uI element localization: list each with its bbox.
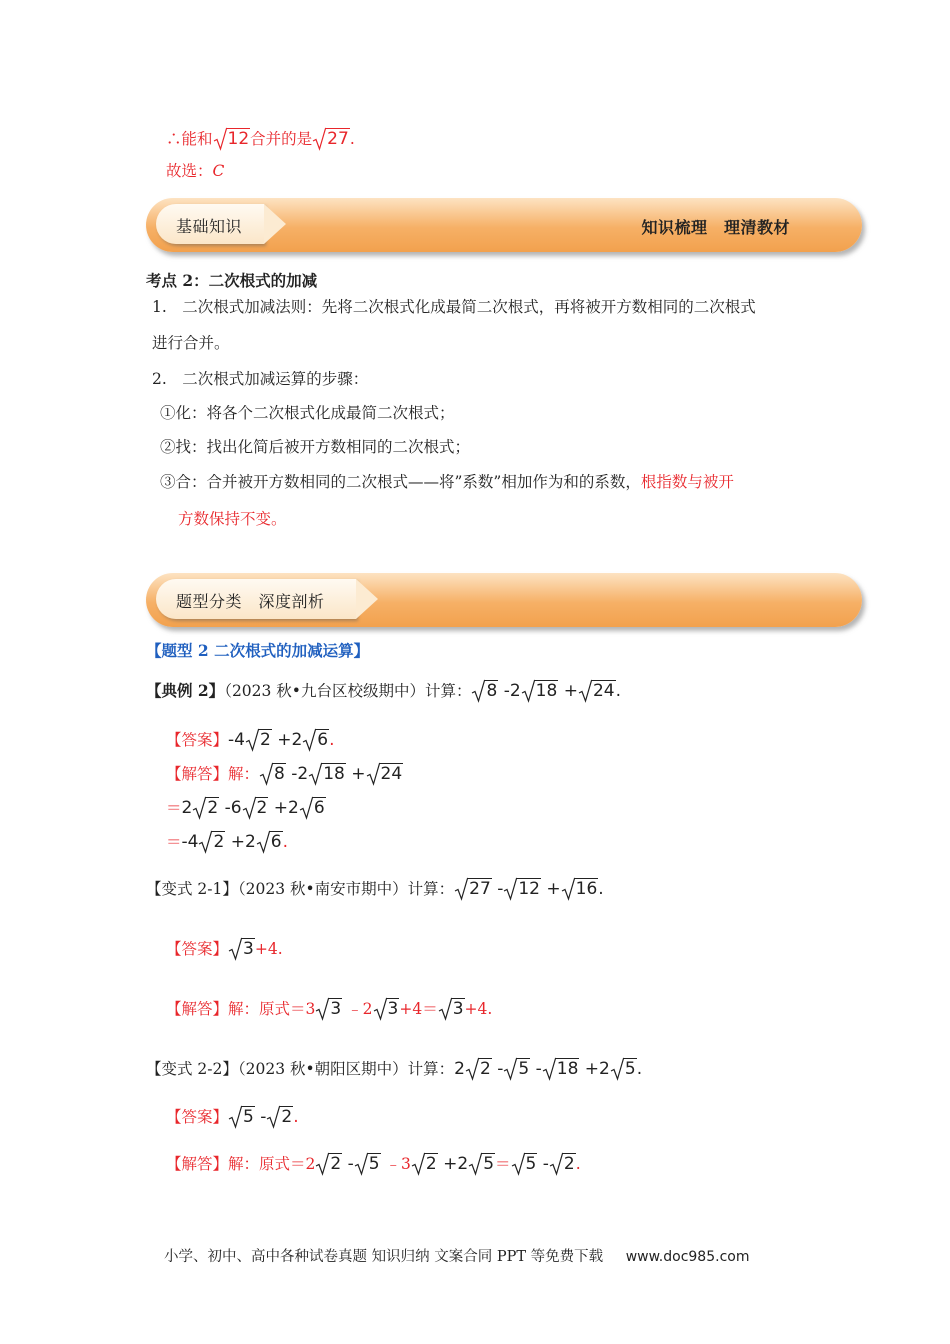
banner-right-title: 知识梳理 理清教材 xyxy=(641,218,790,237)
answer-label: 【答案】 xyxy=(166,940,229,958)
sqrt: 18 xyxy=(321,763,346,784)
solution-step xyxy=(166,831,288,852)
sqrt: 24 xyxy=(379,763,404,784)
solution-label: 【解答】 xyxy=(166,1000,229,1018)
section-title: 考点 2：二次根式的加减 xyxy=(146,271,318,290)
variant-label: 【变式 2-1】 xyxy=(146,880,238,898)
sqrt: 2 xyxy=(255,797,269,818)
coef: +2 xyxy=(268,798,299,818)
expression xyxy=(228,730,334,750)
expression xyxy=(228,939,255,959)
sqrt: 6 xyxy=(315,729,329,750)
expression xyxy=(411,1154,495,1174)
radical-icon xyxy=(503,1057,517,1081)
variant-label: 【变式 2-2】 xyxy=(146,1060,238,1078)
banner-question-types xyxy=(146,573,862,627)
operator: - xyxy=(491,1059,504,1079)
text: . xyxy=(575,1155,581,1173)
text: . xyxy=(329,730,335,750)
expression xyxy=(471,681,621,701)
radical-icon xyxy=(256,830,270,854)
solution-line xyxy=(166,1153,581,1174)
sqrt: 5 xyxy=(516,1058,530,1079)
radical-icon xyxy=(312,127,326,151)
sqrt: 3 xyxy=(451,998,465,1019)
sqrt: 5 xyxy=(367,1153,381,1174)
radical-icon xyxy=(308,762,322,786)
sqrt: 3 xyxy=(386,998,400,1019)
equals: ＝ xyxy=(166,799,182,817)
sqrt: 5 xyxy=(623,1058,637,1079)
operator: - xyxy=(342,1154,354,1174)
operator: + xyxy=(558,681,578,701)
coef: 2 xyxy=(181,798,193,818)
expression xyxy=(373,999,400,1019)
radical-icon xyxy=(366,762,380,786)
text: 解：原式＝2 xyxy=(228,1155,316,1173)
sqrt: 5 xyxy=(524,1153,538,1174)
equals: ＝ xyxy=(166,833,182,851)
radical-icon xyxy=(299,796,313,820)
solution-line xyxy=(166,763,403,784)
sqrt: 8 xyxy=(272,763,286,784)
text: 故选： xyxy=(166,162,213,180)
radical-icon xyxy=(468,1152,482,1176)
radical-icon xyxy=(411,1152,425,1176)
expression xyxy=(259,764,403,784)
variant-question xyxy=(146,1058,642,1079)
expression xyxy=(182,798,326,818)
coef: -6 xyxy=(219,798,242,818)
paragraph: 1. 二次根式加减法则：先将二次根式化成最简二次根式，再将被开方数相同的二次根式 xyxy=(152,298,756,316)
solution-step xyxy=(166,797,326,818)
sqrt: 8 xyxy=(484,680,498,701)
footer xyxy=(164,1245,749,1266)
radical-icon xyxy=(542,1057,556,1081)
radical-icon xyxy=(259,762,273,786)
sqrt: 6 xyxy=(269,831,283,852)
example-question xyxy=(146,680,621,701)
sqrt: 6 xyxy=(312,797,326,818)
sqrt: 2 xyxy=(205,797,219,818)
operator: -2 xyxy=(498,681,521,701)
text: ③合：合并被开方数相同的二次根式——将”系数”相加作为和的系数， xyxy=(160,473,641,491)
radical-icon xyxy=(471,679,485,703)
step-item-cont: 方数保持不变。 xyxy=(178,510,287,528)
sqrt: 2 xyxy=(478,1058,492,1079)
radical-icon xyxy=(454,877,468,901)
radical-icon xyxy=(213,127,227,151)
radical-icon xyxy=(511,1152,525,1176)
radical-icon xyxy=(521,679,535,703)
source: （2023 秋•朝阳区期中）计算： xyxy=(237,1060,455,1078)
sqrt xyxy=(325,128,350,149)
radical-icon xyxy=(315,1152,329,1176)
sqrt xyxy=(226,128,251,149)
conclusion-line xyxy=(166,128,355,149)
solution-label: 【解答】 xyxy=(166,1155,229,1173)
answer-label: 【答案】 xyxy=(166,731,229,749)
topic-title: 【题型 2 二次根式的加减运算】 xyxy=(146,641,370,660)
source: （2023 秋•九台区校级期中）计算： xyxy=(224,682,472,700)
text: ﹣3 xyxy=(380,1155,411,1173)
step-item xyxy=(160,472,734,492)
solution-line xyxy=(166,998,492,1019)
text: . xyxy=(615,681,621,701)
footer-text: 小学、初中、高中各种试卷真题 知识归纳 文案合同 PPT 等免费下载 xyxy=(164,1249,604,1265)
step-item: ①化：将各个二次根式化成最简二次根式； xyxy=(160,404,455,422)
sqrt: 2 xyxy=(424,1153,438,1174)
radical-icon xyxy=(315,997,329,1021)
radical-icon xyxy=(192,796,206,820)
sqrt: 5 xyxy=(481,1153,495,1174)
highlight-text: 根指数与被开 xyxy=(640,473,734,491)
radical-icon xyxy=(610,1057,624,1081)
radical-icon xyxy=(245,728,259,752)
sqrt: 18 xyxy=(555,1058,580,1079)
coef: -4 xyxy=(228,730,245,750)
radical-icon xyxy=(373,997,387,1021)
text: +4. xyxy=(254,940,283,958)
coef: 2 xyxy=(454,1059,465,1079)
text: ﹣2 xyxy=(342,1000,373,1018)
answer-line xyxy=(166,729,335,750)
expression xyxy=(438,999,465,1019)
text: . xyxy=(598,879,604,899)
operator: - xyxy=(254,1107,267,1127)
coef: -4 xyxy=(181,832,199,852)
radicand: 12 xyxy=(227,129,250,149)
sqrt: 16 xyxy=(574,878,599,899)
solution-label: 【解答】 xyxy=(166,765,229,783)
arrow-icon xyxy=(356,579,378,619)
radical-icon xyxy=(465,1057,479,1081)
radical-icon xyxy=(549,1152,563,1176)
radical-icon xyxy=(266,1105,280,1129)
banner-tag-label: 基础知识 xyxy=(176,217,243,236)
sqrt: 2 xyxy=(328,1153,342,1174)
sqrt: 2 xyxy=(562,1153,576,1174)
expression xyxy=(454,1059,642,1079)
radical-icon xyxy=(228,937,242,961)
operator: - xyxy=(530,1059,542,1079)
text: 解： xyxy=(228,765,260,783)
paragraph: 2. 二次根式加减运算的步骤： xyxy=(152,370,369,388)
source: （2023 秋•南安市期中）计算： xyxy=(237,880,455,898)
text: . xyxy=(282,832,288,852)
sqrt: 2 xyxy=(211,831,225,852)
answer-label: 【答案】 xyxy=(166,1108,229,1126)
sqrt: 5 xyxy=(241,1106,255,1127)
radical-icon xyxy=(503,877,517,901)
radical-icon xyxy=(198,830,212,854)
expression xyxy=(511,1154,576,1174)
banner-tag-label: 题型分类 深度剖析 xyxy=(176,592,325,611)
radical-icon xyxy=(302,728,316,752)
radical-icon xyxy=(561,877,575,901)
sqrt: 2 xyxy=(279,1106,293,1127)
expression xyxy=(454,879,604,899)
expression xyxy=(315,999,342,1019)
step-item: ②找：找出化简后被开方数相同的二次根式； xyxy=(160,438,471,456)
answer-line xyxy=(166,1106,299,1127)
text: +4. xyxy=(464,1000,493,1018)
paragraph: 进行合并。 xyxy=(152,334,230,352)
operator: - xyxy=(537,1154,549,1174)
choice-line xyxy=(166,161,224,181)
sqrt: 12 xyxy=(516,878,541,899)
equals: ＝ xyxy=(495,1155,511,1173)
arrow-icon xyxy=(264,204,286,244)
expression xyxy=(182,832,288,852)
banner-basic-knowledge xyxy=(146,198,862,252)
expression xyxy=(228,1107,299,1127)
text: . xyxy=(293,1107,299,1127)
radical-icon xyxy=(438,997,452,1021)
coef: +2 xyxy=(225,832,256,852)
coef: +2 xyxy=(271,730,303,750)
example-label: 【典例 2】 xyxy=(146,681,225,700)
operator: + xyxy=(541,879,561,899)
coef: -2 xyxy=(285,764,309,784)
radical-icon xyxy=(228,1105,242,1129)
radical-icon xyxy=(578,679,592,703)
variant-question xyxy=(146,878,604,899)
sqrt: 18 xyxy=(534,680,559,701)
footer-link[interactable]: www.doc985.com xyxy=(625,1249,750,1265)
answer-letter: C xyxy=(212,162,225,180)
sqrt: 24 xyxy=(591,680,616,701)
coef: +2 xyxy=(579,1059,610,1079)
sqrt: 27 xyxy=(467,878,492,899)
text: . xyxy=(636,1059,643,1079)
text: +4＝ xyxy=(399,1000,438,1018)
text: . xyxy=(349,130,355,148)
sqrt: 3 xyxy=(241,938,255,959)
expression xyxy=(315,1154,380,1174)
banner-tag xyxy=(156,204,264,244)
banner-tag xyxy=(156,579,356,619)
operator: + xyxy=(345,764,366,784)
text: 解：原式＝3 xyxy=(228,1000,316,1018)
coef: +2 xyxy=(437,1154,469,1174)
text: 合并的是 xyxy=(250,130,313,148)
answer-line xyxy=(166,938,283,959)
text: ∴能和 xyxy=(166,130,213,148)
radical-icon xyxy=(242,796,256,820)
operator: - xyxy=(491,879,504,899)
sqrt: 3 xyxy=(328,998,342,1019)
radical-icon xyxy=(354,1152,368,1176)
sqrt: 2 xyxy=(258,729,272,750)
radicand: 27 xyxy=(327,129,349,149)
